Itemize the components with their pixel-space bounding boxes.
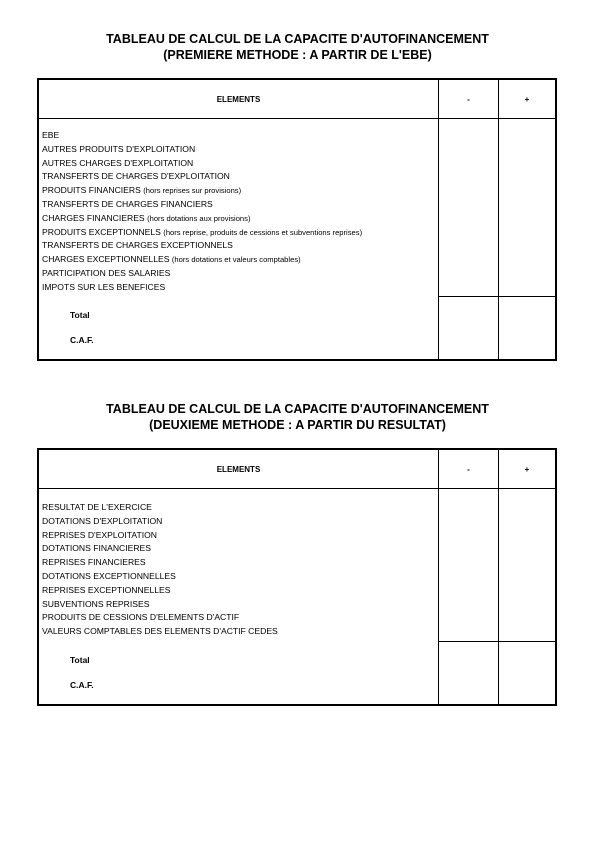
table2-header-rule [39,488,555,489]
table2-caf-label: C.A.F. [70,680,94,690]
table2-title-line1: TABLEAU DE CALCUL DE LA CAPACITE D'AUTOFINANCEMENT [106,402,489,416]
table1-item: EBE [42,130,60,140]
table1-item: IMPOTS SUR LES BENEFICES [42,281,166,292]
table1-title-line2: (PREMIERE METHODE : A PARTIR DE L'EBE) [163,48,432,62]
table2-item: PRODUITS DE CESSIONS D'ELEMENTS D'ACTIF [42,612,240,623]
table1-item: PARTICIPATION DES SALARIES [42,267,171,278]
table1-item: PRODUITS EXCEPTIONNELS (hors reprise, produits de cessions et subventions reprises) [42,226,363,237]
table1-header-elements: ELEMENTS [216,94,261,104]
table1-item: AUTRES PRODUITS D'EXPLOITATION [42,143,196,154]
table1-item: PRODUITS FINANCIERS (hors reprises sur provisions) [42,185,242,196]
table2-header-minus: - [467,464,470,474]
table1-item: CHARGES FINANCIERES (hors dotations aux provisions) [42,212,251,223]
table1-title [0,31,595,63]
table1-item: CHARGES EXCEPTIONNELLES (hors dotations et valeurs comptables) [42,254,301,265]
table1-total-label: Total [70,310,90,320]
table1-item: TRANSFERTS DE CHARGES EXCEPTIONNELS [42,240,233,251]
table1-item: AUTRES CHARGES D'EXPLOITATION [42,157,194,168]
table1-header-minus: - [467,94,470,104]
table2-item: REPRISES EXCEPTIONNELLES [42,584,171,595]
table1-caf-label: C.A.F. [70,335,94,345]
table2-total-label: Total [70,655,90,665]
table2-item: SUBVENTIONS REPRISES [42,598,150,609]
table2-header-elements: ELEMENTS [216,464,261,474]
table1 [37,78,557,361]
table2-item: RESULTAT DE L'EXERCICE [42,502,152,512]
table2-header-plus: + [524,464,530,474]
table2-total-rule [438,641,555,642]
table1-item: TRANSFERTS DE CHARGES FINANCIERS [42,198,213,209]
table2-title-line2: (DEUXIEME METHODE : A PARTIR DU RESULTAT) [149,418,446,432]
table1-title-line1: TABLEAU DE CALCUL DE LA CAPACITE D'AUTOFINANCEMENT [106,32,489,46]
table1-divider-plus [498,80,499,359]
table2 [37,448,557,706]
table2-item: DOTATIONS D'EXPLOITATION [42,515,163,526]
table2-item: REPRISES FINANCIERES [42,557,146,568]
table1-header-rule [39,118,555,119]
table1-item-list [42,129,362,295]
table2-item-list [42,501,278,639]
table1-total-rule [438,296,555,297]
table2-item: REPRISES D'EXPLOITATION [42,529,157,540]
table2-item: DOTATIONS FINANCIERES [42,543,152,554]
table2-item: DOTATIONS EXCEPTIONNELLES [42,570,176,581]
table2-item: VALEURS COMPTABLES DES ELEMENTS D'ACTIF CEDES [42,626,278,637]
table1-divider-minus [438,80,439,359]
table1-item: TRANSFERTS DE CHARGES D'EXPLOITATION [42,171,230,182]
table1-header-plus: + [524,94,530,104]
table2-title [0,401,595,433]
